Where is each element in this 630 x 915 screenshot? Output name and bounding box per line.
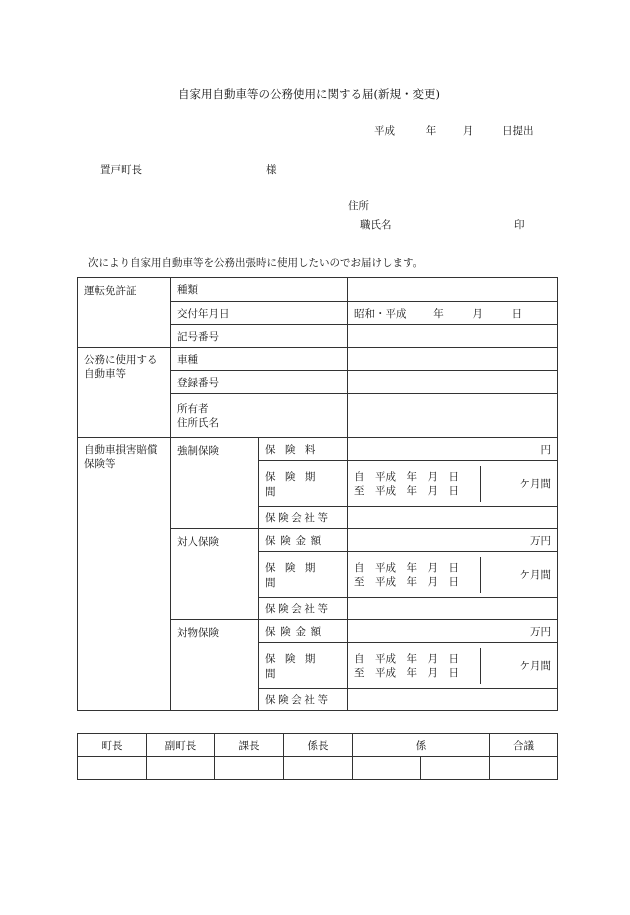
- owner-label-line2: 住所氏名: [177, 416, 219, 429]
- personal-period-field[interactable]: [348, 552, 558, 598]
- vehicle-section-text: 公務に使用する 自動車等: [84, 354, 158, 380]
- submission-date: [374, 123, 534, 138]
- vehicle-reg-label: 登録番号: [171, 371, 348, 394]
- property-period-to: 至 平成 年 月 日: [354, 666, 459, 679]
- compulsory-period-to: 至 平成 年 月 日: [354, 484, 459, 497]
- date-day-submit: 日提出: [502, 125, 534, 137]
- stamp-box-section-chief[interactable]: [215, 757, 284, 780]
- compulsory-premium-label: 保険料: [259, 438, 348, 461]
- intro-text: 次により自家用自動車等を公務出張時に使用したいのでお届けします。: [88, 257, 424, 269]
- premium-unit: 円: [540, 443, 551, 456]
- date-era: 平成: [374, 125, 395, 137]
- property-amount-field[interactable]: [348, 620, 558, 643]
- approval-header-consultation: 合議: [490, 734, 558, 757]
- property-amount-label: 保険金額: [259, 620, 348, 643]
- date-month: 月: [462, 125, 474, 137]
- property-company-field[interactable]: [348, 689, 558, 711]
- compulsory-period-from: 自 平成 年 月 日: [354, 470, 459, 483]
- personal-amount-unit: 万円: [530, 534, 551, 547]
- property-company-label: 保険会社等: [259, 689, 348, 711]
- vehicle-model-label: 車種: [171, 348, 348, 371]
- license-number-field[interactable]: [348, 325, 558, 348]
- approval-header-deputy: 副町長: [147, 734, 215, 757]
- compulsory-label: 強制保険: [171, 438, 259, 529]
- personal-period-unit: ケ月間: [519, 569, 551, 581]
- form-title: 自家用自動車等の公務使用に関する届(新規・変更): [178, 87, 440, 101]
- personal-amount-field[interactable]: [348, 529, 558, 552]
- vehicle-model-field[interactable]: [348, 348, 558, 371]
- insurance-section-text: 自動車損害賠償 保険等: [84, 444, 158, 470]
- approval-header-mayor: 町長: [78, 734, 147, 757]
- stamp-box-unit-chief[interactable]: [284, 757, 353, 780]
- applicant-name-label: 職氏名: [360, 219, 392, 231]
- issue-day: 日: [511, 307, 523, 320]
- stamp-box-staff-1[interactable]: [353, 757, 421, 780]
- approval-header-section-chief: 課長: [215, 734, 284, 757]
- compulsory-period-unit: ケ月間: [519, 478, 551, 490]
- approval-header-unit-chief: 係長: [284, 734, 353, 757]
- license-issue-field[interactable]: [348, 302, 558, 325]
- license-section-label: 運転免許証: [78, 278, 171, 348]
- main-form-table: [77, 277, 558, 711]
- personal-company-field[interactable]: [348, 598, 558, 620]
- seal-mark: 印: [514, 219, 525, 231]
- insurance-section-label: [78, 438, 171, 711]
- personal-company-label: 保険会社等: [259, 598, 348, 620]
- issue-month: 月: [472, 307, 483, 320]
- property-period-field[interactable]: [348, 643, 558, 689]
- vehicle-owner-label: [171, 394, 348, 438]
- addressee-name: 置戸町長: [100, 164, 142, 176]
- license-number-label: 記号番号: [171, 325, 348, 348]
- property-period-unit: ケ月間: [519, 660, 551, 672]
- stamp-box-staff-2[interactable]: [421, 757, 490, 780]
- issue-year: 年: [433, 307, 444, 320]
- date-year: 年: [425, 125, 437, 137]
- compulsory-premium-field[interactable]: [348, 438, 558, 461]
- compulsory-period-label: 保険期間: [259, 461, 348, 507]
- property-label: 対物保険: [171, 620, 259, 711]
- addressee-honorific: 様: [266, 164, 277, 176]
- issue-era: 昭和・平成: [354, 307, 407, 320]
- personal-period-label: 保険期間: [259, 552, 348, 598]
- stamp-box-consultation[interactable]: [490, 757, 558, 780]
- license-type-field[interactable]: [348, 278, 558, 302]
- compulsory-company-field[interactable]: [348, 507, 558, 529]
- compulsory-company-label: 保険会社等: [259, 507, 348, 529]
- license-issue-label: 交付年月日: [171, 302, 348, 325]
- vehicle-owner-field[interactable]: [348, 394, 558, 438]
- personal-amount-label: 保険金額: [259, 529, 348, 552]
- property-amount-unit: 万円: [530, 625, 551, 638]
- approval-header-staff: 係: [353, 734, 490, 757]
- applicant-address-label: 住所: [348, 200, 369, 212]
- license-type-label: 種類: [171, 278, 348, 302]
- vehicle-section-label: [78, 348, 171, 438]
- property-period-label: 保険期間: [259, 643, 348, 689]
- personal-label: 対人保険: [171, 529, 259, 620]
- personal-period-from: 自 平成 年 月 日: [354, 561, 459, 574]
- personal-period-to: 至 平成 年 月 日: [354, 575, 459, 588]
- stamp-box-deputy[interactable]: [147, 757, 215, 780]
- vehicle-reg-field[interactable]: [348, 371, 558, 394]
- approval-stamp-table: [77, 733, 558, 780]
- stamp-box-mayor[interactable]: [78, 757, 147, 780]
- owner-label-line1: 所有者: [177, 402, 209, 415]
- compulsory-period-field[interactable]: [348, 461, 558, 507]
- property-period-from: 自 平成 年 月 日: [354, 652, 459, 665]
